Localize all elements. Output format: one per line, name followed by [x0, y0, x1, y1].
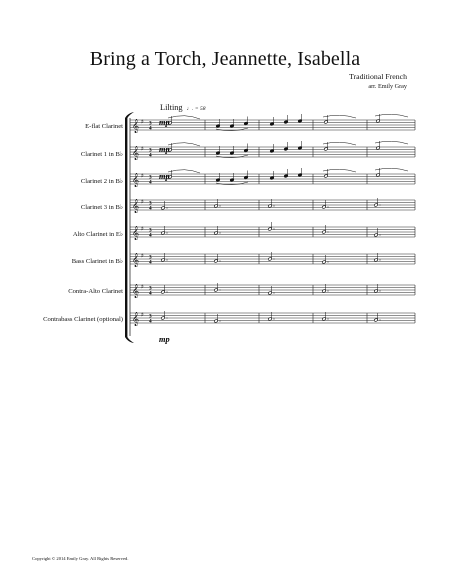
- dot: [274, 293, 275, 294]
- dot: [274, 229, 275, 230]
- slur: [375, 141, 408, 144]
- arranger-credit: arr. Emily Gray: [368, 83, 407, 90]
- time-signature-top: 3: [149, 227, 152, 234]
- tempo-text: Lilting: [160, 103, 183, 112]
- dot: [274, 259, 275, 260]
- score-title: Bring a Torch, Jeannette, Isabella: [89, 48, 361, 70]
- dot: [167, 208, 168, 209]
- time-signature-top: 3: [149, 313, 152, 320]
- slur: [216, 182, 248, 185]
- slur: [323, 142, 356, 145]
- treble-clef-icon: 𝄞: [132, 252, 140, 267]
- time-signature-top: 3: [149, 120, 152, 127]
- slur: [168, 116, 200, 119]
- dot: [380, 291, 381, 292]
- instrument-label-contrabass-clarinet: Contrabass Clarinet (optional): [43, 316, 123, 323]
- dot: [380, 320, 381, 321]
- dot: [328, 262, 329, 263]
- dot: [328, 291, 329, 292]
- time-signature-bottom: 4: [149, 179, 152, 186]
- sharp-icon: ♯: [141, 118, 144, 126]
- dot: [274, 206, 275, 207]
- dot: [220, 206, 221, 207]
- dot: [167, 318, 168, 319]
- instrument-label-contra-alto-clarinet: Contra-Alto Clarinet: [68, 288, 123, 295]
- sharp-icon: ♯: [141, 283, 144, 291]
- dot: [167, 260, 168, 261]
- sharp-icon: ♯: [141, 172, 144, 180]
- time-signature-top: 3: [149, 174, 152, 181]
- dynamic-mp-clarinet-2: mp: [159, 172, 170, 181]
- dynamic-mp-clarinet-1: mp: [159, 145, 170, 154]
- sharp-icon: ♯: [141, 252, 144, 260]
- instrument-label-clarinet-3: Clarinet 3 in B♭: [80, 204, 123, 211]
- time-signature-bottom: 4: [149, 259, 152, 266]
- dot: [328, 319, 329, 320]
- staff-system: [130, 114, 415, 326]
- instrument-label-clarinet-2: Clarinet 2 in B♭: [80, 178, 123, 185]
- dot: [274, 319, 275, 320]
- treble-clef-icon: 𝄞: [132, 118, 140, 133]
- time-signature-top: 3: [149, 200, 152, 207]
- instrument-label-alto-clarinet: Alto Clarinet in E♭: [72, 231, 123, 238]
- time-signature-bottom: 4: [149, 205, 152, 212]
- dot: [220, 290, 221, 291]
- time-signature-bottom: 4: [149, 152, 152, 159]
- dynamic-mp-contrabass-clarinet: mp: [159, 335, 170, 344]
- slur: [168, 170, 200, 173]
- time-signature-bottom: 4: [149, 318, 152, 325]
- slur: [216, 128, 248, 131]
- slur: [168, 143, 200, 146]
- dot: [380, 235, 381, 236]
- dot: [220, 261, 221, 262]
- dot: [380, 260, 381, 261]
- slur: [375, 114, 408, 117]
- copyright-notice: Copyright © 2014 Emily Gray. All Rights Reserved.: [32, 556, 129, 561]
- instrument-label-eflat-clarinet: E-flat Clarinet: [85, 123, 123, 130]
- metronome-marking: ♩. = 58: [186, 106, 206, 112]
- treble-clef-icon: 𝄞: [132, 145, 140, 160]
- dynamic-mp-eflat-clarinet: mp: [159, 118, 170, 127]
- treble-clef-icon: 𝄞: [132, 311, 140, 326]
- sharp-icon: ♯: [141, 311, 144, 319]
- instrument-label-bass-clarinet: Bass Clarinet in B♭: [71, 258, 123, 265]
- sharp-icon: ♯: [141, 198, 144, 206]
- sharp-icon: ♯: [141, 225, 144, 233]
- sharp-icon: ♯: [141, 145, 144, 153]
- dot: [167, 292, 168, 293]
- dot: [220, 233, 221, 234]
- time-signature-bottom: 4: [149, 290, 152, 297]
- dot: [380, 205, 381, 206]
- time-signature-top: 3: [149, 285, 152, 292]
- treble-clef-icon: 𝄞: [132, 283, 140, 298]
- time-signature-bottom: 4: [149, 232, 152, 239]
- dot: [328, 207, 329, 208]
- slur: [216, 155, 248, 158]
- treble-clef-icon: 𝄞: [132, 172, 140, 187]
- time-signature-top: 3: [149, 254, 152, 261]
- treble-clef-icon: 𝄞: [132, 198, 140, 213]
- time-signature-top: 3: [149, 147, 152, 154]
- time-signature-bottom: 4: [149, 125, 152, 132]
- instrument-label-clarinet-1: Clarinet 1 in B♭: [80, 151, 123, 158]
- slur: [323, 169, 356, 172]
- slur: [375, 168, 408, 171]
- treble-clef-icon: 𝄞: [132, 225, 140, 240]
- dot: [220, 321, 221, 322]
- dot: [328, 232, 329, 233]
- dot: [167, 233, 168, 234]
- slur: [323, 115, 356, 118]
- composer-credit: Traditional French: [349, 72, 407, 81]
